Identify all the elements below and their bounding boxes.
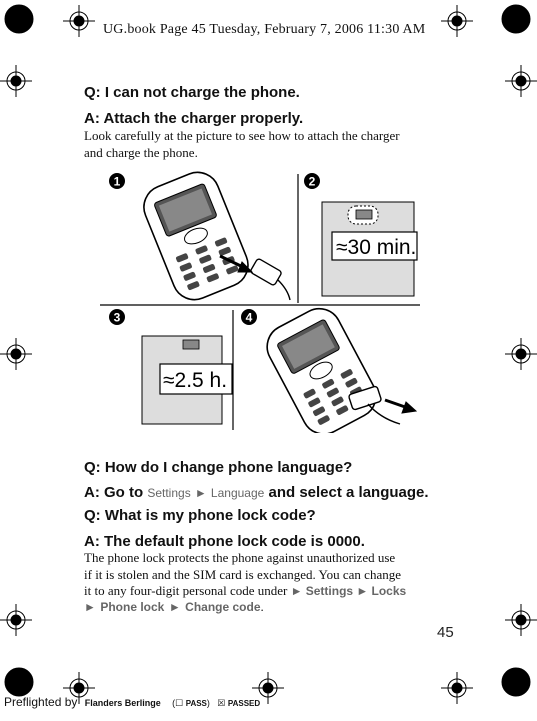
answer-lock-body-4 xyxy=(84,598,264,616)
menu-arrow: ► xyxy=(356,584,369,598)
answer-language xyxy=(84,484,429,501)
step-1-badge xyxy=(109,173,125,189)
label-2-5-h: ≈2.5 h. xyxy=(163,369,228,392)
answer-lock-body-1: The phone lock protects the phone against unauthorized use xyxy=(84,550,396,565)
menu-arrow: ► xyxy=(168,600,181,614)
svg-text:1: 1 xyxy=(113,174,121,189)
menu-phone-lock: Phone lock xyxy=(100,600,165,614)
checked-box-icon: ☒ xyxy=(217,698,226,708)
crop-mark-bottom-right xyxy=(502,668,530,696)
answer-charge-body-2: and charge the phone. xyxy=(84,145,198,160)
crop-mark-top-right xyxy=(502,5,530,33)
label-30-min: ≈30 min. xyxy=(336,236,417,259)
phone-illustration-4 xyxy=(259,301,383,433)
period: . xyxy=(260,599,264,614)
crosshair-bottom-right xyxy=(505,604,537,636)
menu-settings: Settings xyxy=(147,486,191,500)
preflighted-label: Preflighted by xyxy=(4,695,78,709)
crosshair-top-right xyxy=(505,65,537,97)
answer-lock-body-2: if it is stolen and the SIM card is exchanged. You can change xyxy=(84,567,401,582)
crosshair-mid-right xyxy=(505,338,537,370)
question-language: Q: How do I change phone language? xyxy=(84,459,353,476)
phone-illustration-1 xyxy=(137,168,254,306)
menu-locks: Locks xyxy=(371,584,407,598)
svg-text:3: 3 xyxy=(113,310,121,325)
crosshair-top-left xyxy=(0,65,32,97)
menu-language: Language xyxy=(210,486,265,500)
svg-text:4: 4 xyxy=(245,310,253,325)
page-number: 45 xyxy=(437,624,454,641)
crop-mark-top-left xyxy=(5,5,33,33)
charging-illustration xyxy=(100,168,430,433)
passed-checkbox: ☒ PASSED xyxy=(217,698,261,708)
display-panel-3 xyxy=(142,336,232,424)
step-4-badge xyxy=(241,309,257,325)
display-panel-2 xyxy=(322,202,417,296)
preflight-footer xyxy=(4,695,260,709)
menu-settings: Settings xyxy=(305,584,354,598)
brand-logo: Flanders Berlinge xyxy=(84,698,161,708)
menu-change-code: Change code xyxy=(185,600,261,614)
crosshair-mid-left xyxy=(0,338,32,370)
answer-language-suffix: and select a language. xyxy=(264,484,429,501)
page-header: UG.book Page 45 Tuesday, February 7, 2006 11:30 AM xyxy=(103,22,426,37)
crosshair-bottom-left xyxy=(0,604,32,636)
pass-checkbox: (☐ PASS) xyxy=(172,698,210,708)
answer-language-prefix: A: Go to xyxy=(84,484,148,501)
step-2-badge xyxy=(304,173,320,189)
answer-lock-code: A: The default phone lock code is 0000. xyxy=(84,533,365,550)
crosshair-bottom-center-right xyxy=(441,672,473,704)
menu-arrow: ► xyxy=(194,486,207,500)
svg-text:2: 2 xyxy=(308,174,316,189)
checkbox-icon: ☐ xyxy=(175,698,184,708)
crosshair-top-center-right xyxy=(441,5,473,37)
crosshair-top-center-left xyxy=(63,5,95,37)
answer-lock-body-3-prefix: it to any four-digit personal code under xyxy=(84,583,291,598)
crop-mark-bottom-left xyxy=(5,668,33,696)
question-charge: Q: I can not charge the phone. xyxy=(84,84,300,101)
menu-arrow: ► xyxy=(84,600,96,614)
question-lock-code: Q: What is my phone lock code? xyxy=(84,507,316,524)
answer-charge-body-1: Look carefully at the picture to see how to attach the charger xyxy=(84,128,400,143)
step-3-badge xyxy=(109,309,125,325)
menu-arrow: ► xyxy=(290,584,303,598)
answer-charge: A: Attach the charger properly. xyxy=(84,110,304,127)
